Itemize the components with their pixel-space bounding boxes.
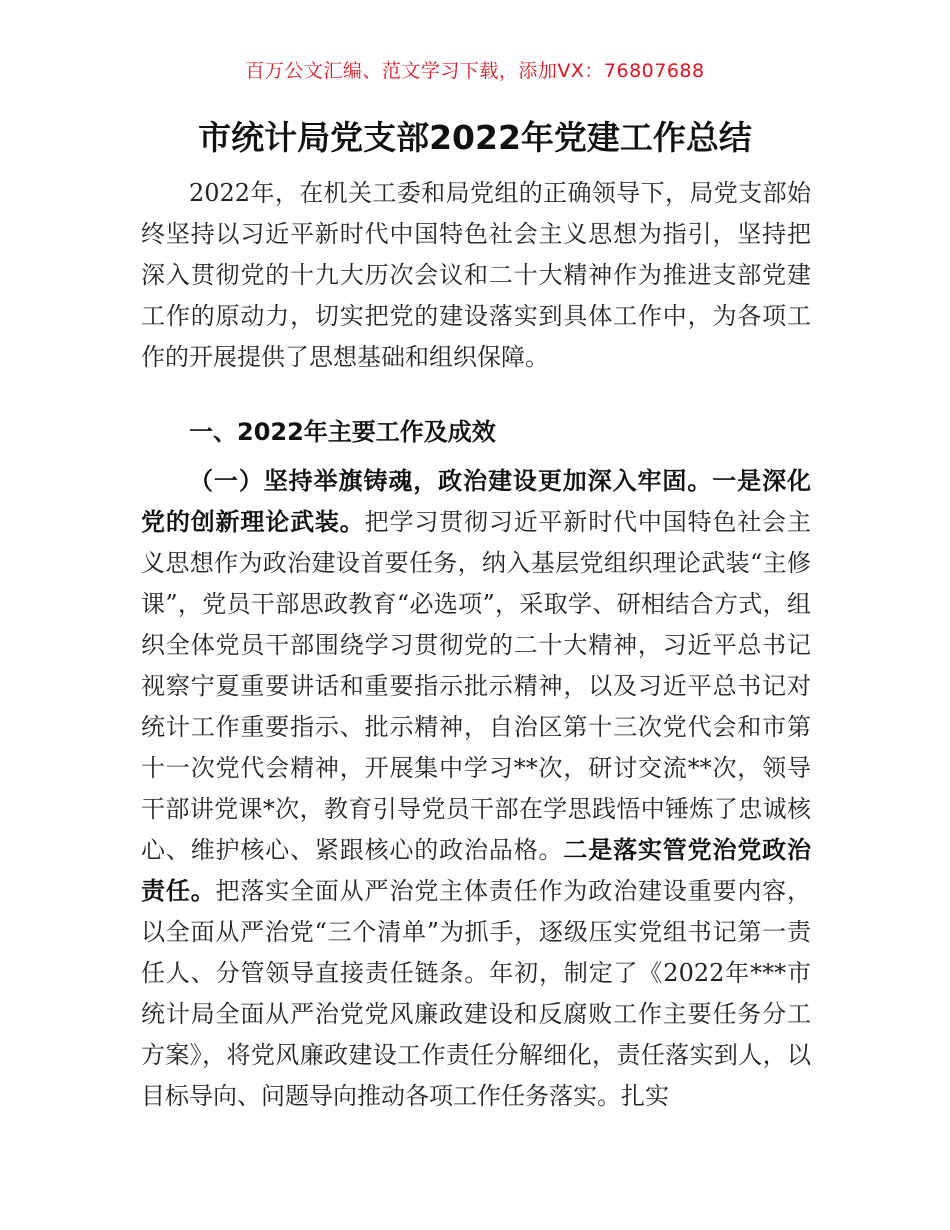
watermark-banner: 百万公文汇编、范文学习下载，添加VX：76807688	[245, 60, 705, 82]
point-2-title: 二是落实管党治党政治责任。	[141, 836, 812, 905]
point-2-text: 把落实全面从严治党主体责任作为政治建设重要内容，以全面从严治党“三个清单”为抓手，逐级压实党组书记第一责任人、分管领导直接责任链条。年初，制定了《2022年***市统计局全面从严治党党风廉政建设和反腐败工作主要任务分工方案》，将党风廉政建设工作责任分解细化，责任落实到人，以目标导向、问题导向推动各项工作任务落实。扎实	[141, 877, 812, 1110]
point-1-text: 把学习贯彻习近平新时代中国特色社会主义思想作为政治建设首要任务，纳入基层党组织理论武装“主修课”，党员干部思政教育“必选项”，采取学、研相结合方式，组织全体党员干部围绕学习贯彻党的二十大精神，习近平总书记视察宁夏重要讲话和重要指示批示精神，以及习近平总书记对统计工作重要指示、批示精神，自治区第十三次党代会和市第十一次党代会精神，开展集中学习**次，研讨交流**次，领导干部讲党课*次，教育引导党员干部在学思践悟中锤炼了忠诚核心、维护核心、紧跟核心的政治品格。	[141, 508, 812, 864]
section-paragraph	[141, 461, 811, 1117]
document-title: 市统计局党支部2022年党建工作总结	[198, 118, 752, 157]
intro-paragraph: 2022年，在机关工委和局党组的正确领导下，局党支部始终坚持以习近平新时代中国特色社会主义思想为指引，坚持把深入贯彻党的十九大历次会议和二十大精神作为推进支部党建工作的原动力，切实把党的建设落实到具体工作中，为各项工作的开展提供了思想基础和组织保障。	[141, 179, 811, 371]
subsection-lead: （一）坚持举旗铸魂，政治建设更加深入牢固。	[189, 467, 713, 495]
section-heading: 一、2022年主要工作及成效	[189, 418, 496, 446]
point-1-title: 一是深化党的创新理论武装。	[141, 467, 811, 536]
